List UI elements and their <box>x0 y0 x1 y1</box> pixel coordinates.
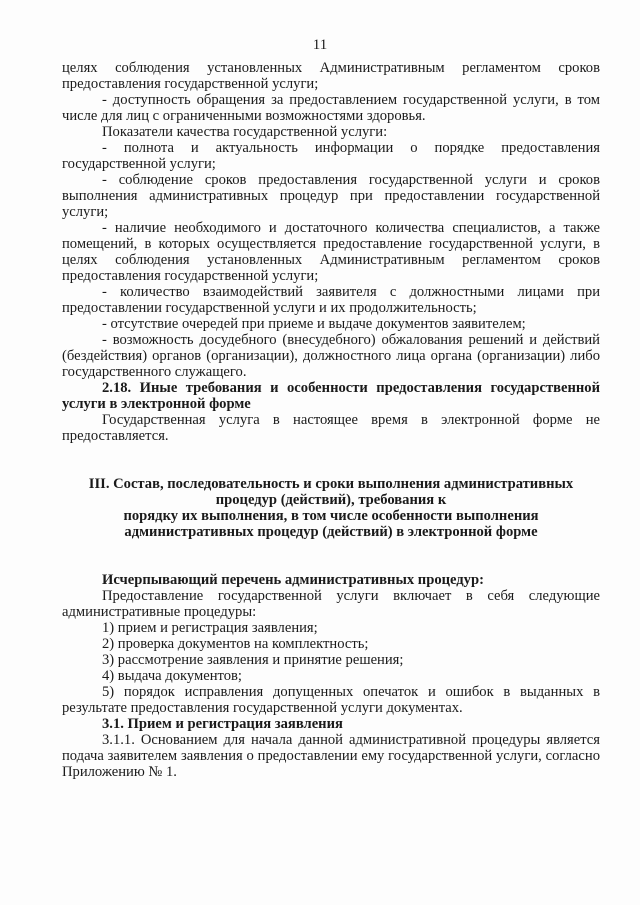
body-paragraph: Государственная услуга в настоящее время в электронной форме не предоставляется. <box>62 412 600 444</box>
body-paragraph: предоставления государственной услуги; <box>62 76 319 92</box>
procedure-paragraph: 5) порядок исправления допущенных опечаток и ошибок в выданных в результате предоставления государственной услуги документах. <box>62 684 600 716</box>
page-number: 11 <box>312 37 328 53</box>
procedure-paragraph: 3) рассмотрение заявления и принятие решения; <box>102 652 404 668</box>
body-paragraph: - доступность обращения за предоставлением государственной услуги, в том числе для лиц с ограниченными возможностями здоровья. <box>62 92 600 124</box>
body-paragraph: 2.18. Иные требования и особенности предоставления государственной услуги в электронной форме <box>62 380 600 412</box>
procedure-paragraph: 3.1. Прием и регистрация заявления <box>102 716 343 732</box>
section-heading-line: административных процедур (действий) в электронной форме <box>124 524 538 540</box>
section-heading <box>62 476 600 540</box>
document-body <box>62 60 600 780</box>
quality-indicators-block <box>62 60 600 444</box>
procedures-block <box>62 572 600 780</box>
procedure-paragraph: 1) прием и регистрация заявления; <box>102 620 318 636</box>
procedure-paragraph: 2) проверка документов на комплектность; <box>102 636 369 652</box>
procedure-paragraph: 4) выдача документов; <box>102 668 242 684</box>
body-paragraph: - возможность досудебного (внесудебного) обжалования решений и действий (бездействия) органов (организации), должностного лица органа (организации) либо государственного служащего. <box>62 332 600 380</box>
body-paragraph: - количество взаимодействий заявителя с должностными лицами при предоставлении государственной услуги и их продолжительность; <box>62 284 600 316</box>
procedure-paragraph: Исчерпывающий перечень административных процедур: <box>102 572 484 588</box>
body-paragraph: - соблюдение сроков предоставления государственной услуги и сроков выполнения административных процедур при предоставлении государственной услуги; <box>62 172 600 220</box>
body-paragraph: - полнота и актуальность информации о порядке предоставления государственной услуги; <box>62 140 600 172</box>
body-paragraph: Показатели качества государственной услуги: <box>102 124 388 140</box>
body-paragraph: - наличие необходимого и достаточного количества специалистов, а также помещений, в которых осуществляется предоставление государственной услуги, в целях соблюдения установленных Административным регламентом сроков предоставления государственной услуги; <box>62 220 600 284</box>
section-heading-line: процедур (действий), требования к <box>215 492 447 508</box>
procedure-paragraph: 3.1.1. Основанием для начала данной административной процедуры является подача заявителем заявления о предоставлении ему государственной услуги, согласно Приложению № 1. <box>62 732 600 780</box>
section-heading-line: порядку их выполнения, в том числе особенности выполнения <box>123 508 539 524</box>
section-heading-line: III. Состав, последовательность и сроки выполнения административных <box>88 476 574 492</box>
body-paragraph: - отсутствие очередей при приеме и выдаче документов заявителем; <box>102 316 526 332</box>
body-paragraph: целях соблюдения установленных Административным регламентом сроков <box>62 60 600 76</box>
procedure-paragraph: Предоставление государственной услуги включает в себя следующие административные процедуры: <box>62 588 600 620</box>
